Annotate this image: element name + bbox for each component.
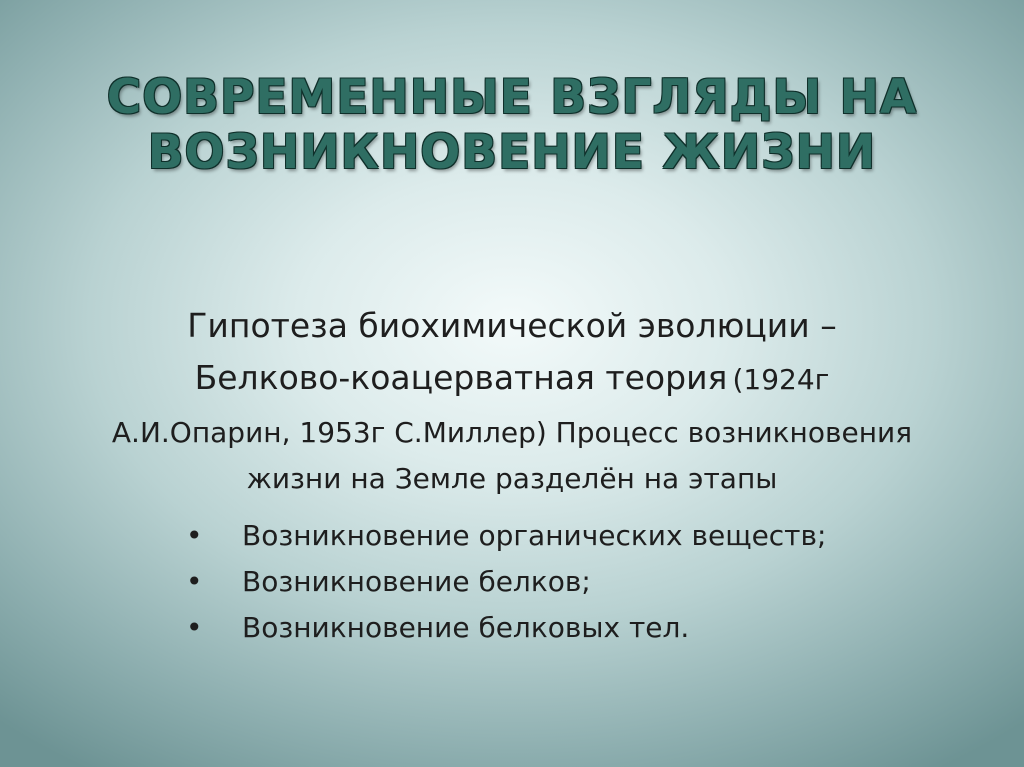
slide-title: [0, 70, 1024, 180]
list-item: [180, 559, 826, 605]
theory-note: (1924г: [732, 363, 830, 396]
theory-line: [0, 352, 1024, 410]
bullet-icon: •: [186, 519, 203, 552]
list-item-text: Возникновение органических веществ;: [242, 519, 827, 552]
bullet-icon: •: [186, 565, 203, 598]
title-line-2: ВОЗНИКНОВЕНИЕ ЖИЗНИ: [147, 125, 877, 180]
list-item-text: Возникновение белков;: [242, 565, 591, 598]
theory-name: Белково-коацерватная теория: [194, 358, 728, 397]
slide-body: [0, 300, 1024, 502]
list-item: [180, 513, 826, 559]
stages-line: жизни на Земле разделён на этапы: [246, 462, 778, 495]
hypothesis-line: Гипотеза биохимической эволюции –: [187, 306, 837, 345]
title-line-1: СОВРЕМЕННЫЕ ВЗГЛЯДЫ НА: [106, 70, 918, 125]
authors-line: А.И.Опарин, 1953г С.Миллер) Процесс возникновения: [111, 416, 913, 449]
list-item-text: Возникновение белковых тел.: [242, 611, 690, 644]
stages-list: [180, 513, 826, 651]
bullet-icon: •: [186, 611, 203, 644]
list-item: [180, 605, 826, 651]
